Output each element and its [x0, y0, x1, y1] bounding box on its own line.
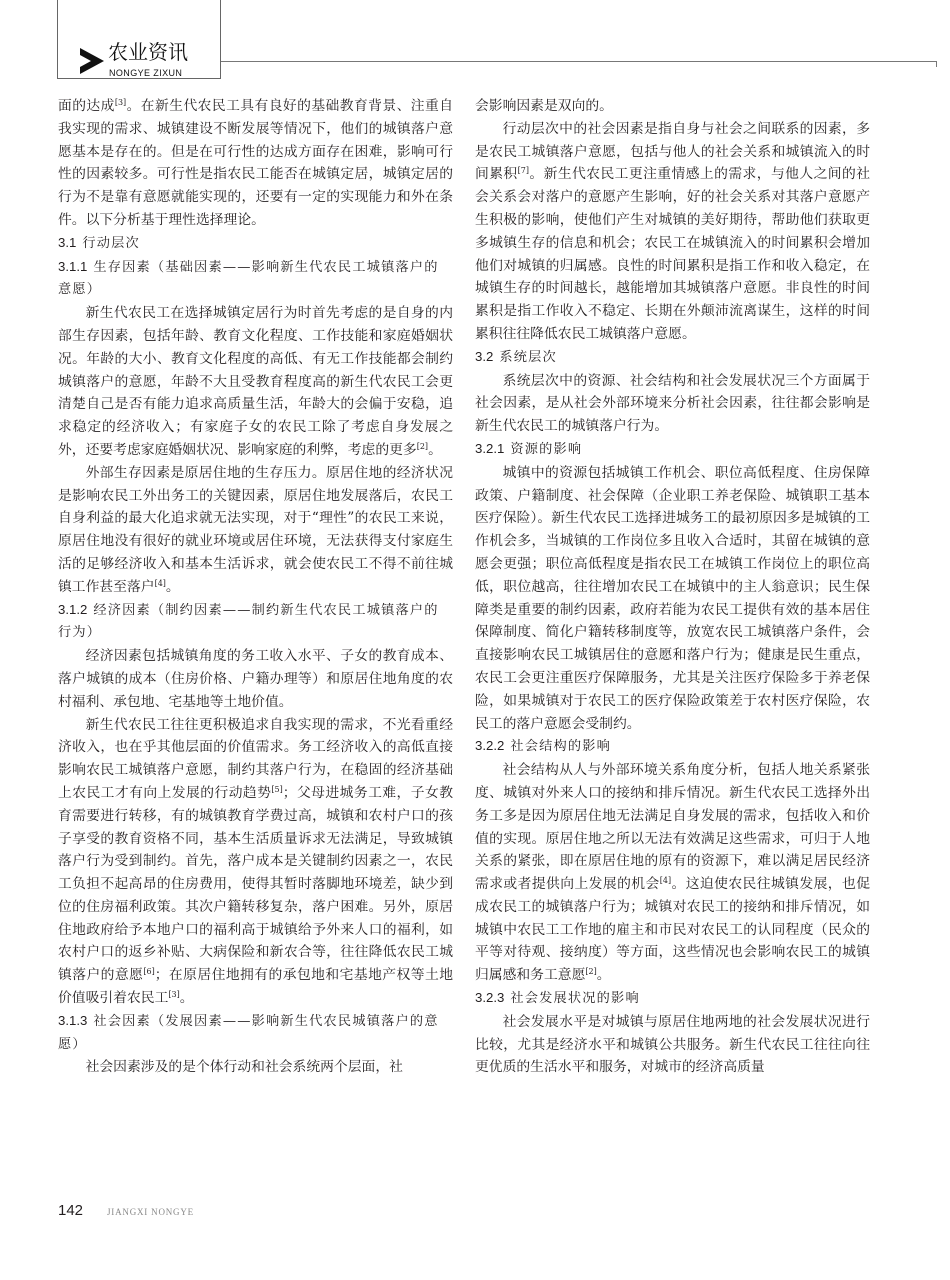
citation: [2] — [585, 967, 597, 977]
paragraph: 城镇中的资源包括城镇工作机会、职位高低程度、住房保障政策、户籍制度、社会保障（企业职工养老保险、城镇职工基本医疗保险）。新生代农民工选择进城务工的最初原因多是城镇的工作机会多，当城镇的工作岗位多且收入合适时，其留在城镇的意愿会更强；职位高低程度是指农民工在城镇工作岗位上的职位高低，职位越高，往往增加农民工在城镇中的主人翁意识；民生保障类是重要的制约因素，政府若能为农民工提供有效的基本居住保障制度、简化户籍转移制度等，放宽农民工城镇落户条件，会直接影响农民工城镇居住的意愿和落户行为；健康是民生重点，农民工会更注重医疗保障服务，尤其是关注医疗保险多于养老保险，如果城镇对于农民工的医疗保险政策差于农村医疗保险，农民工的落户意愿会受制约。 — [475, 464, 870, 732]
section-title-pinyin: NONGYE ZIXUN — [109, 68, 183, 78]
citation: [2] — [416, 441, 429, 451]
citation: [3] — [114, 98, 127, 107]
paragraph: 社会因素涉及的是个体行动和社会系统两个层面，社 — [85, 1059, 403, 1076]
paragraph: 社会结构从人与外部环境关系角度分析，包括人地关系紧张度、城镇对外来人口的接纳和排斥情况。新生代农民工选择外出务工多是因为原居住地无法满足自身发展的需求，包括收入和价值的实现。原居住地之所以无法有效满足这些需求，可归于人地关系的紧张，即在原居住地的原有的资源下，难以满足居民经济需求或者提供向上发展的机会[4]。这迫使农民往城镇发展，也促成农民工的城镇落户行为；城镇对农民工的接纳和排斥情况，如城镇中农民工工作地的雇主和市民对农民工的认同程度（民众的平等对待观、接纳度）等方面，这些情况也会影响农民工的城镇归属感和务工意愿[2]。 — [475, 762, 871, 984]
paragraph: 行动层次中的社会因素是指自身与社会之间联系的因素，多是农民工城镇落户意愿，包括与他人的社会关系和城镇流入的时间累积[7]。新生代农民工更注重情感上的需求，与他人之间的社会关系会对落户的意愿产生影响，好的社会关系对其落户意愿产生积极的影响，使他们产生对城镇的美好期待，帮助他们获取更多城镇生存的信息和机会；农民工在城镇流入的时间累积会增加他们对城镇的归属感。良性的时间累积是指工作和收入稳定，在城镇生存的时间越长，越能增加其城镇落户意愿。非良性的时间累积是指工作收入不稳定、长期在外颠沛流离谋生，这样的时间累积往往降低农民工城镇落户意愿。 — [475, 120, 871, 342]
paragraph: 会影响因素是双向的。 — [475, 98, 613, 114]
citation: [6] — [143, 967, 155, 977]
paragraph: 新生代农民工往往更积极追求自我实现的需求，不光看重经济收入，也在乎其他层面的价值需求。务工经济收入的高低直接影响农民工城镇落户意愿，制约其落户行为，在稳固的经济基础上农民工才有向上发展的行动趋势[5]；父母进城务工难，子女教育需要进行转移，有的城镇教育学费过高，城镇和农村户口的孩子享受的教育资格不同，基本生活质量诉求无法满足，导致城镇落户行为受到制约。首先，落户成本是关键制约因素之一，农民工负担不起高昂的住房费用，使得其暂时落脚地环境差，缺少到位的住房福利政策。其次户籍转移复杂，落户困难。另外，原居住地政府给予本地户口的福利高于城镇给予外来人口的福利，如农村户口的返乡补贴、大病保险和新农合等，往往降低农民工城镇落户的意愿[6]；在原居住地拥有的承包地和宅基地产权等土地价值吸引着农民工[3]。 — [58, 716, 454, 1007]
right-column — [475, 95, 870, 1079]
heading-3-1-1: 3.1.1 生存因素（基础因素——影响新生代农民工城镇落户的意愿） — [58, 258, 439, 298]
page-header — [0, 0, 950, 80]
paragraph: 新生代农民工在选择城镇定居行为时首先考虑的是自身的内部生存因素，包括年龄、教育文化程度、工作技能和家庭婚姻状况。年龄的大小、教育文化程度的高低、有无工作技能都会制约城镇落户的意愿，年龄不大且受教育程度高的新生代农民工会更清楚自己是否有能力追求高质量生活，年龄大的会偏于安稳，追求稳定的经济收入；有家庭子女的农民工除了考虑自身发展之外，还要考虑家庭婚姻状况、影响家庭的利弊，考虑的更多[2]。 — [58, 305, 453, 458]
heading-3-1-2: 3.1.2 经济因素（制约因素——制约新生代农民工城镇落户的行为） — [58, 601, 439, 641]
heading-3-2-2: 3.2.2 社会结构的影响 — [475, 738, 612, 755]
citation: [4] — [659, 876, 672, 886]
paragraph: 面的达成[3]。在新生代农民工具有良好的基础教育背景、注重自我实现的需求、城镇建设不断发展等情况下，他们的城镇落户意愿基本是存在的。但是在可行性的达成方面存在困难，影响可行性的因素较多。可行性是指农民工能否在城镇定居，城镇定居的行为不是靠有意愿就能实现的，还要有一定的实现能力和外在条件。以下分析基于理性选择理论。 — [58, 98, 454, 228]
heading-3-2: 3.2 系统层次 — [475, 348, 557, 365]
paragraph: 经济因素包括城镇角度的务工收入水平、子女的教育成本、落户城镇的成本（住房价格、户籍办理等）和原居住地角度的农村福利、承包地、宅基地等土地价值。 — [58, 648, 453, 710]
left-column — [58, 95, 453, 1079]
paragraph: 系统层次中的资源、社会结构和社会发展状况三个方面属于社会因素，是从社会外部环境来分析社会因素，往往都会影响是新生代农民工的城镇落户行为。 — [475, 372, 870, 435]
citation: [4] — [154, 578, 166, 588]
heading-3-2-3: 3.2.3 社会发展状况的影响 — [475, 990, 640, 1007]
header-rule-end — [936, 61, 937, 67]
paragraph: 外部生存因素是原居住地的生存压力。原居住地的经济状况是影响农民工外出务工的关键因素，原居住地发展落后，农民工自身利益的最大化追求就无法实现，对于“理性”的农民工来说，原居住地没有很好的就业环境或居住环境，无法获得支付家庭生活的足够经济收入和基本生活诉求，就会使农民工不得不前往城镇工作甚至落户[4]。 — [58, 464, 453, 595]
citation: [3] — [168, 990, 180, 1000]
journal-name: JIANGXI NONGYE — [107, 1207, 194, 1217]
paragraph: 社会发展水平是对城镇与原居住地两地的社会发展状况进行比较，尤其是经济水平和城镇公共服务。新生代农民工往往向往更优质的生活水平和服务，对城市的经济高质量 — [475, 1013, 870, 1076]
chevron-logo-icon — [79, 47, 105, 75]
header-rule — [221, 61, 937, 62]
heading-3-1-3: 3.1.3 社会因素（发展因素——影响新生代农民城镇落户的意愿） — [58, 1012, 439, 1052]
heading-3-2-1: 3.2.1 资源的影响 — [475, 440, 583, 457]
citation: [5] — [271, 784, 283, 794]
heading-3-1: 3.1 行动层次 — [58, 234, 140, 251]
page-number: 142 — [58, 1202, 84, 1219]
citation: [7] — [517, 166, 529, 176]
section-title: 农业资讯 — [108, 40, 188, 64]
